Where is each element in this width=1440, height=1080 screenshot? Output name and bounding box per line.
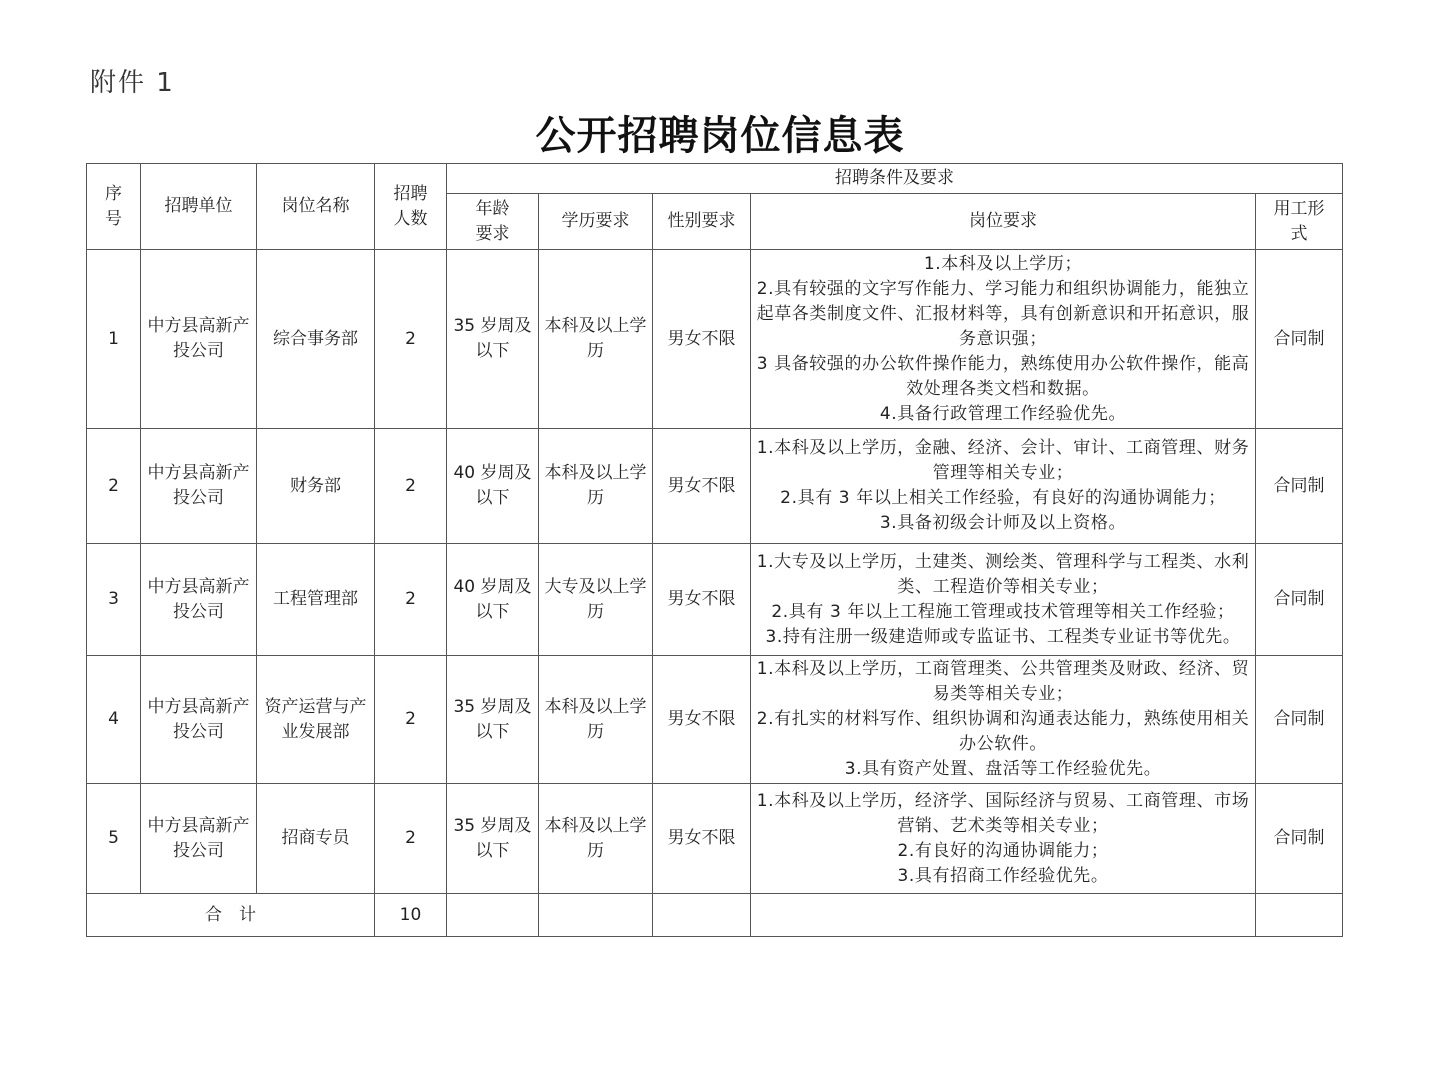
requirement-line: 3.具有资产处置、盘活等工作经验优先。: [844, 759, 1162, 779]
row-education: 大专及以上学历: [539, 544, 653, 656]
row-position: 招商专员: [257, 784, 375, 894]
requirement-line: 3.具备初级会计师及以上资格。: [879, 513, 1127, 533]
row-requirements: [751, 429, 1256, 544]
row-education: 本科及以上学历: [539, 429, 653, 544]
requirement-line: 1.本科及以上学历；: [923, 253, 1083, 274]
row-employment-type: 合同制: [1256, 656, 1343, 784]
table-row: [87, 544, 1343, 656]
row-count: 2: [375, 544, 447, 656]
table-row: [87, 784, 1343, 894]
row-gender: 男女不限: [653, 429, 751, 544]
row-education: 本科及以上学历: [539, 656, 653, 784]
header-requirements: 岗位要求: [751, 194, 1256, 250]
requirement-line: 2.有良好的沟通协调能力；: [897, 840, 1109, 861]
row-gender: 男女不限: [653, 784, 751, 894]
empty-cell: [539, 894, 653, 937]
requirement-line: 4.具备行政管理工作经验优先。: [879, 403, 1127, 424]
empty-cell: [1256, 894, 1343, 937]
header-unit: 招聘单位: [141, 164, 257, 250]
requirement-line: 1.大专及以上学历，土建类、测绘类、管理科学与工程类、水利类、工程造价等相关专业；: [756, 551, 1250, 597]
row-requirements: [751, 544, 1256, 656]
table-row: [87, 250, 1343, 429]
row-requirements: [751, 784, 1256, 894]
row-index: 5: [87, 784, 141, 894]
row-unit: 中方县高新产投公司: [141, 656, 257, 784]
row-employment-type: 合同制: [1256, 429, 1343, 544]
empty-cell: [447, 894, 539, 937]
header-age: 年龄要求: [447, 194, 539, 250]
row-employment-type: 合同制: [1256, 250, 1343, 429]
row-age: 40 岁周及以下: [447, 544, 539, 656]
row-requirements: [751, 250, 1256, 429]
row-unit: 中方县高新产投公司: [141, 544, 257, 656]
requirement-line: 2.有扎实的材料写作、组织协调和沟通表达能力，熟练使用相关办公软件。: [756, 709, 1250, 754]
row-position: 综合事务部: [257, 250, 375, 429]
total-row: [87, 894, 1343, 937]
row-unit: 中方县高新产投公司: [141, 429, 257, 544]
requirement-line: 3.持有注册一级建造师或专监证书、工程类专业证书等优先。: [765, 626, 1241, 647]
requirement-line: 2.具有 3 年以上工程施工管理或技术管理等相关工作经验；: [771, 601, 1235, 622]
row-employment-type: 合同制: [1256, 784, 1343, 894]
requirement-line: 2.具有 3 年以上相关工作经验，有良好的沟通协调能力；: [780, 488, 1226, 508]
row-position: 工程管理部: [257, 544, 375, 656]
recruitment-table: [86, 163, 1343, 937]
page-title: 公开招聘岗位信息表: [535, 112, 905, 159]
row-education: 本科及以上学历: [539, 250, 653, 429]
row-count: 2: [375, 784, 447, 894]
header-gender: 性别要求: [653, 194, 751, 250]
header-conditions-group: 招聘条件及要求: [447, 164, 1343, 194]
row-count: 2: [375, 656, 447, 784]
requirement-line: 1.本科及以上学历，金融、经济、会计、审计、工商管理、财务管理等相关专业；: [756, 438, 1250, 483]
row-position: 资产运营与产业发展部: [257, 656, 375, 784]
header-index: 序号: [87, 164, 141, 250]
row-gender: 男女不限: [653, 544, 751, 656]
empty-cell: [653, 894, 751, 937]
total-label: 合 计: [87, 894, 375, 937]
row-count: 2: [375, 429, 447, 544]
requirement-line: 3.具有招商工作经验优先。: [897, 865, 1109, 886]
row-education: 本科及以上学历: [539, 784, 653, 894]
header-employment-type: 用工形式: [1256, 194, 1343, 250]
requirement-line: 1.本科及以上学历，经济学、国际经济与贸易、工商管理、市场营销、艺术类等相关专业；: [756, 790, 1250, 836]
header-position: 岗位名称: [257, 164, 375, 250]
row-age: 35 岁周及以下: [447, 656, 539, 784]
header-count: 招聘人数: [375, 164, 447, 250]
row-age: 35 岁周及以下: [447, 784, 539, 894]
row-employment-type: 合同制: [1256, 544, 1343, 656]
row-index: 1: [87, 250, 141, 429]
table-row: [87, 656, 1343, 784]
row-gender: 男女不限: [653, 250, 751, 429]
row-position: 财务部: [257, 429, 375, 544]
attachment-label: 附件 1: [90, 68, 175, 98]
requirement-line: 1.本科及以上学历，工商管理类、公共管理类及财政、经济、贸易类等相关专业；: [756, 659, 1250, 704]
row-age: 35 岁周及以下: [447, 250, 539, 429]
row-index: 3: [87, 544, 141, 656]
table-row: [87, 429, 1343, 544]
row-index: 2: [87, 429, 141, 544]
row-requirements: [751, 656, 1256, 784]
total-count: 10: [375, 894, 447, 937]
row-count: 2: [375, 250, 447, 429]
row-index: 4: [87, 656, 141, 784]
row-gender: 男女不限: [653, 656, 751, 784]
row-unit: 中方县高新产投公司: [141, 784, 257, 894]
empty-cell: [751, 894, 1256, 937]
requirement-line: 3 具备较强的办公软件操作能力，熟练使用办公软件操作，能高效处理各类文档和数据。: [756, 353, 1250, 399]
header-education: 学历要求: [539, 194, 653, 250]
row-unit: 中方县高新产投公司: [141, 250, 257, 429]
requirement-line: 2.具有较强的文字写作能力、学习能力和组织协调能力，能独立起草各类制度文件、汇报材料等，具有创新意识和开拓意识，服务意识强；: [756, 278, 1250, 349]
row-age: 40 岁周及以下: [447, 429, 539, 544]
